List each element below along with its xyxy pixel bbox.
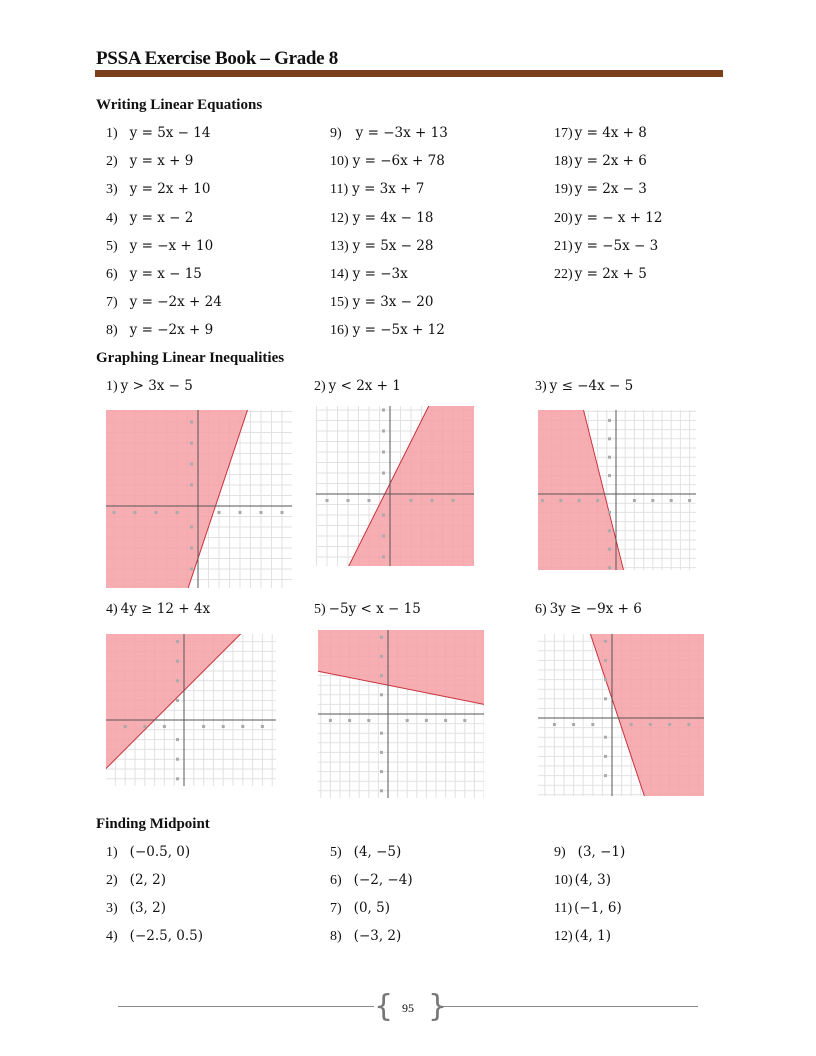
item-expression: y = 4x − 18 [352, 209, 434, 226]
list-item [106, 844, 190, 861]
item-number: 19) [554, 182, 573, 198]
y-tick-mark [380, 770, 383, 773]
item-number: 1) [106, 126, 118, 141]
y-tick-mark [604, 659, 607, 662]
inequality-label [535, 378, 633, 395]
item-number: 8) [330, 929, 342, 944]
item-number: 6) [535, 602, 547, 617]
item-number: 12) [554, 929, 573, 944]
item-number: 18) [554, 154, 573, 170]
x-tick-mark [651, 499, 654, 502]
x-tick-mark [688, 499, 691, 502]
item-expression: y = −5x − 3 [574, 237, 659, 254]
y-tick-mark [382, 535, 385, 538]
list-item [330, 900, 390, 917]
x-tick-mark [218, 511, 221, 514]
y-tick-mark [604, 755, 607, 758]
item-expression: y < 2x + 1 [328, 378, 401, 394]
x-tick-mark [670, 499, 673, 502]
list-item [106, 181, 210, 198]
item-number: 2) [314, 379, 326, 394]
item-expression: y = −x + 10 [129, 237, 214, 254]
item-expression: y = x − 2 [129, 209, 194, 226]
item-number: 4) [106, 929, 118, 944]
x-tick-mark [347, 499, 350, 502]
item-number: 16) [330, 323, 349, 339]
x-tick-mark [368, 499, 371, 502]
item-expression: (−3, 2) [353, 928, 402, 944]
y-tick-mark [380, 751, 383, 754]
inequality-graph [538, 634, 704, 796]
list-item [330, 322, 445, 339]
y-tick-mark [382, 472, 385, 475]
y-tick-mark [176, 777, 179, 780]
x-tick-mark [113, 511, 116, 514]
item-number: 3) [106, 182, 118, 198]
list-item [330, 181, 424, 198]
item-number: 2) [106, 154, 118, 170]
shaded-region [106, 410, 292, 588]
header-rule [95, 70, 723, 77]
x-tick-mark [591, 723, 594, 726]
footer-bracket-left: { [374, 989, 394, 1024]
item-expression: (2, 2) [129, 872, 166, 888]
y-tick-mark [176, 738, 179, 741]
item-number: 12) [330, 210, 349, 226]
y-tick-mark [608, 474, 611, 477]
item-expression: y = 3x + 7 [352, 181, 425, 198]
y-tick-mark [382, 409, 385, 412]
x-tick-mark [596, 499, 599, 502]
item-number: 5) [314, 602, 326, 617]
list-item [106, 153, 193, 170]
item-expression: y ≤ −4x − 5 [549, 378, 634, 394]
y-tick-mark [190, 526, 193, 529]
list-item [106, 928, 203, 945]
shaded-region [538, 634, 704, 796]
item-expression: y = 2x + 10 [129, 181, 211, 198]
x-tick-mark [222, 725, 225, 728]
y-tick-mark [382, 514, 385, 517]
y-tick-mark [382, 556, 385, 559]
x-tick-mark [163, 725, 166, 728]
item-number: 10) [554, 873, 573, 888]
item-number: 5) [106, 238, 118, 254]
x-tick-mark [367, 719, 370, 722]
x-tick-mark [348, 719, 351, 722]
item-expression: (3, 2) [129, 900, 166, 916]
list-item [554, 181, 647, 198]
item-expression: (4, −5) [353, 844, 402, 860]
item-expression: y = x + 9 [129, 153, 194, 170]
y-tick-mark [604, 678, 607, 681]
inequality-graph [316, 406, 474, 566]
item-number: 11) [330, 182, 349, 198]
x-tick-mark [134, 511, 137, 514]
inequality-graph [538, 410, 696, 570]
x-tick-mark [326, 499, 329, 502]
item-number: 4) [106, 210, 118, 226]
item-expression: (−2.5, 0.5) [129, 928, 204, 944]
item-expression: y = 2x − 3 [574, 181, 647, 198]
section-title-linear-equations: Writing Linear Equations [96, 97, 263, 113]
item-number: 9) [330, 126, 342, 141]
list-item [554, 872, 611, 889]
y-tick-mark [608, 437, 611, 440]
item-number: 3) [535, 379, 547, 394]
item-number: 6) [330, 873, 342, 888]
x-tick-mark [668, 723, 671, 726]
list-item [106, 266, 202, 283]
y-tick-mark [608, 548, 611, 551]
item-number: 11) [554, 901, 573, 916]
item-expression: y = 5x − 28 [352, 237, 434, 254]
x-tick-mark [241, 725, 244, 728]
list-item [330, 294, 433, 311]
list-item [330, 928, 401, 945]
inequality-label [314, 378, 401, 395]
y-tick-mark [176, 640, 179, 643]
section-title-midpoint: Finding Midpoint [96, 816, 210, 832]
x-tick-mark [410, 499, 413, 502]
item-number: 5) [330, 845, 342, 860]
y-tick-mark [190, 568, 193, 571]
list-item [554, 210, 662, 227]
inequality-label [535, 601, 642, 618]
item-expression: y = −2x + 9 [129, 322, 214, 339]
item-expression: y = −5x + 12 [352, 322, 445, 339]
y-tick-mark [608, 511, 611, 514]
item-number: 17) [554, 126, 573, 141]
item-expression: (3, −1) [577, 844, 626, 860]
y-tick-mark [190, 421, 193, 424]
y-tick-mark [382, 430, 385, 433]
item-expression: y = −3x [352, 266, 408, 282]
item-number: 2) [106, 873, 118, 888]
list-item [330, 153, 445, 170]
x-tick-mark [463, 719, 466, 722]
list-item [106, 900, 166, 917]
item-number: 10) [330, 154, 349, 170]
x-tick-mark [202, 725, 205, 728]
y-tick-mark [608, 566, 611, 569]
list-item [554, 266, 647, 283]
y-tick-mark [608, 419, 611, 422]
y-tick-mark [604, 736, 607, 739]
item-number: 9) [554, 845, 566, 860]
list-item [106, 125, 210, 142]
item-expression: y = −6x + 78 [352, 153, 445, 170]
x-tick-mark [281, 511, 284, 514]
x-tick-mark [572, 723, 575, 726]
item-expression: y = x − 15 [129, 266, 202, 282]
y-tick-mark [380, 674, 383, 677]
x-tick-mark [143, 725, 146, 728]
y-tick-mark [380, 732, 383, 735]
y-tick-mark [380, 789, 383, 792]
item-expression: y = 2x + 5 [574, 266, 647, 282]
x-tick-mark [553, 723, 556, 726]
x-tick-mark [124, 725, 127, 728]
list-item [554, 238, 658, 255]
list-item [554, 928, 611, 945]
x-tick-mark [329, 719, 332, 722]
y-tick-mark [380, 655, 383, 658]
item-expression: y = 3x − 20 [352, 294, 434, 311]
item-number: 1) [106, 379, 118, 394]
y-tick-mark [380, 636, 383, 639]
item-number: 15) [330, 295, 349, 311]
x-tick-mark [406, 719, 409, 722]
x-tick-mark [425, 719, 428, 722]
y-tick-mark [604, 640, 607, 643]
inequality-label [106, 601, 210, 618]
inequality-graph [106, 634, 276, 786]
footer-rule-left [118, 1006, 374, 1007]
y-tick-mark [176, 699, 179, 702]
y-tick-mark [380, 693, 383, 696]
item-expression: (−1, 6) [574, 900, 622, 916]
x-tick-mark [687, 723, 690, 726]
item-expression: y = −2x + 24 [129, 294, 222, 311]
page-number: 95 [402, 1001, 414, 1015]
y-tick-mark [382, 451, 385, 454]
item-number: 3) [106, 901, 118, 916]
item-expression: 4y ≥ 12 + 4x [120, 601, 211, 617]
item-number: 13) [330, 238, 349, 254]
x-tick-mark [431, 499, 434, 502]
x-tick-mark [260, 511, 263, 514]
inequality-label [106, 378, 193, 395]
item-number: 20) [554, 210, 573, 226]
x-tick-mark [452, 499, 455, 502]
item-number: 7) [106, 295, 118, 311]
y-tick-mark [176, 758, 179, 761]
list-item [330, 238, 433, 255]
x-tick-mark [176, 511, 179, 514]
shaded-region [316, 406, 474, 566]
y-tick-mark [608, 529, 611, 532]
item-expression: y = − x + 12 [574, 209, 663, 226]
x-tick-mark [630, 723, 633, 726]
list-item [106, 322, 213, 339]
x-tick-mark [444, 719, 447, 722]
y-tick-mark [190, 484, 193, 487]
list-item [106, 210, 193, 227]
list-item [554, 153, 647, 170]
item-number: 22) [554, 267, 573, 282]
item-expression: (−0.5, 0) [129, 844, 191, 860]
list-item [330, 266, 408, 283]
y-tick-mark [190, 442, 193, 445]
item-expression: (4, 3) [574, 872, 611, 888]
item-expression: (4, 1) [574, 928, 611, 944]
shaded-region [318, 630, 484, 714]
item-number: 4) [106, 602, 118, 617]
item-expression: y = −3x + 13 [355, 125, 448, 141]
item-number: 7) [330, 901, 342, 916]
list-item [106, 872, 166, 889]
list-item [554, 900, 622, 917]
list-item [330, 210, 433, 227]
y-tick-mark [190, 547, 193, 550]
x-tick-mark [239, 511, 242, 514]
list-item [330, 844, 401, 861]
footer-bracket-right: } [428, 989, 448, 1024]
item-number: 21) [554, 238, 573, 254]
x-tick-mark [633, 499, 636, 502]
inequality-graph [318, 630, 484, 798]
list-item [330, 125, 448, 142]
item-number: 14) [330, 267, 349, 282]
list-item [106, 294, 222, 311]
y-tick-mark [176, 660, 179, 663]
page-header-title: PSSA Exercise Book – Grade 8 [96, 48, 338, 69]
item-number: 8) [106, 323, 118, 339]
item-expression: y = 5x − 14 [129, 125, 211, 141]
item-number: 1) [106, 845, 118, 860]
item-expression: (−2, −4) [353, 872, 413, 888]
item-expression: y = 4x + 8 [574, 125, 647, 141]
list-item [106, 238, 213, 255]
y-tick-mark [604, 697, 607, 700]
x-tick-mark [559, 499, 562, 502]
section-title-linear-inequalities: Graphing Linear Inequalities [96, 350, 285, 366]
x-tick-mark [155, 511, 158, 514]
y-tick-mark [604, 774, 607, 777]
list-item [554, 125, 647, 142]
list-item [330, 872, 413, 889]
x-tick-mark [541, 499, 544, 502]
y-tick-mark [190, 463, 193, 466]
x-tick-mark [578, 499, 581, 502]
x-tick-mark [261, 725, 264, 728]
item-expression: −5y < x − 15 [328, 601, 421, 617]
y-tick-mark [608, 456, 611, 459]
inequality-graph [106, 410, 292, 588]
inequality-label [314, 601, 421, 618]
item-number: 6) [106, 267, 118, 282]
list-item [554, 844, 625, 861]
item-expression: (0, 5) [353, 900, 390, 916]
y-tick-mark [176, 679, 179, 682]
x-tick-mark [649, 723, 652, 726]
item-expression: 3y ≥ −9x + 6 [549, 601, 642, 617]
item-expression: y = 2x + 6 [574, 153, 647, 170]
footer-rule-right [442, 1006, 698, 1007]
item-expression: y > 3x − 5 [120, 378, 193, 394]
